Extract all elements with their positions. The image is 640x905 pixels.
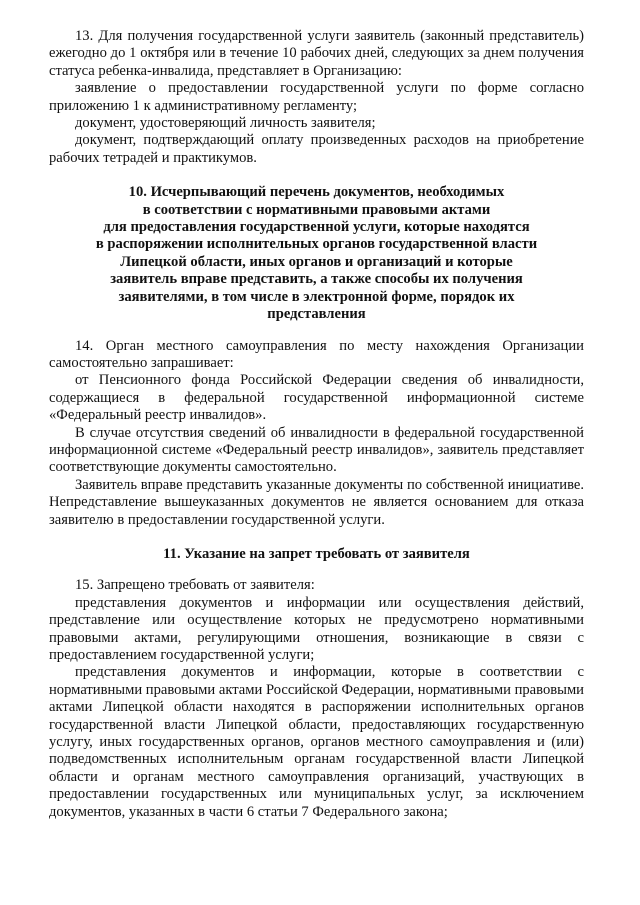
- list-item-identity-document: документ, удостоверяющий личность заявителя;: [75, 115, 376, 132]
- heading-line: в распоряжении исполнительных органов государственной власти: [95, 236, 538, 253]
- list-item-application: заявление о предоставлении государственной услуги по форме согласно приложению 1 к административному регламенту;: [49, 80, 584, 114]
- list-item-payment-document: документ, подтверждающий оплату произведенных расходов на приобретение рабочих тетрадей и практикумов.: [49, 132, 584, 166]
- paragraph-14-pension-fund: от Пенсионного фонда Российской Федерации сведения об инвалидности, содержащиеся в федеральной государственной информационной системе «Федеральный реестр инвалидов».: [49, 372, 584, 424]
- list-item-prohibited-documents: представления документов и информации, которые в соответствии с нормативными правовыми актами Российской Федерации, нормативными правовыми актами Липецкой области находятся в распоряжении исполнительных органов государственной власти Липецкой области, предоставляющих государственную услугу, иных государственных органов, органов местного самоуправления и (или) подведомственных исполнительным органам государственной власти Липецкой области и органам местного самоуправления организаций, участвующих в предоставлении государственных или муниципальных услуг, за исключением документов, указанных в части 6 статьи 7 Федерального закона;: [49, 664, 584, 820]
- heading-line: заявителями, в том числе в электронной форме, порядок их: [118, 288, 515, 305]
- paragraph-15: 15. Запрещено требовать от заявителя:: [75, 577, 315, 594]
- section-10-heading: [49, 184, 584, 323]
- heading-line: для предоставления государственной услуги, которые находятся: [103, 219, 530, 236]
- heading-line: Липецкой области, иных органов и организаций и которые: [120, 253, 513, 270]
- section-11-heading: 11. Указание на запрет требовать от заявителя: [163, 545, 470, 562]
- heading-line: заявитель вправе представить, а также способы их получения: [110, 271, 523, 288]
- paragraph-14-applicant-right: Заявитель вправе представить указанные документы по собственной инициативе. Непредставление вышеуказанных документов не является основанием для отказа заявителю в предоставлении государственной услуги.: [49, 476, 584, 528]
- heading-line: в соответствии с нормативными правовыми актами: [142, 201, 491, 218]
- heading-line: представления: [267, 306, 366, 323]
- paragraph-13: 13. Для получения государственной услуги заявитель (законный представитель) ежегодно до 1 октября или в течение 10 рабочих дней, следующих за днем получения статуса ребенка-инвалида, представляет в Организацию:: [49, 28, 584, 79]
- list-item-prohibited-actions: представления документов и информации или осуществления действий, представление или осуществление которых не предусмотрено нормативными правовыми актами, регулирующими отношения, возникающие в связи с предоставлением государственной услуги;: [49, 594, 584, 663]
- paragraph-14: 14. Орган местного самоуправления по месту нахождения Организации самостоятельно запрашивает:: [49, 337, 584, 371]
- heading-line: 10. Исчерпывающий перечень документов, необходимых: [128, 184, 505, 201]
- paragraph-14-absence-case: В случае отсутствия сведений об инвалидности в федеральной государственной информационной системе «Федеральный реестр инвалидов», заявитель представляет соответствующие документы самостоятельно.: [49, 424, 584, 476]
